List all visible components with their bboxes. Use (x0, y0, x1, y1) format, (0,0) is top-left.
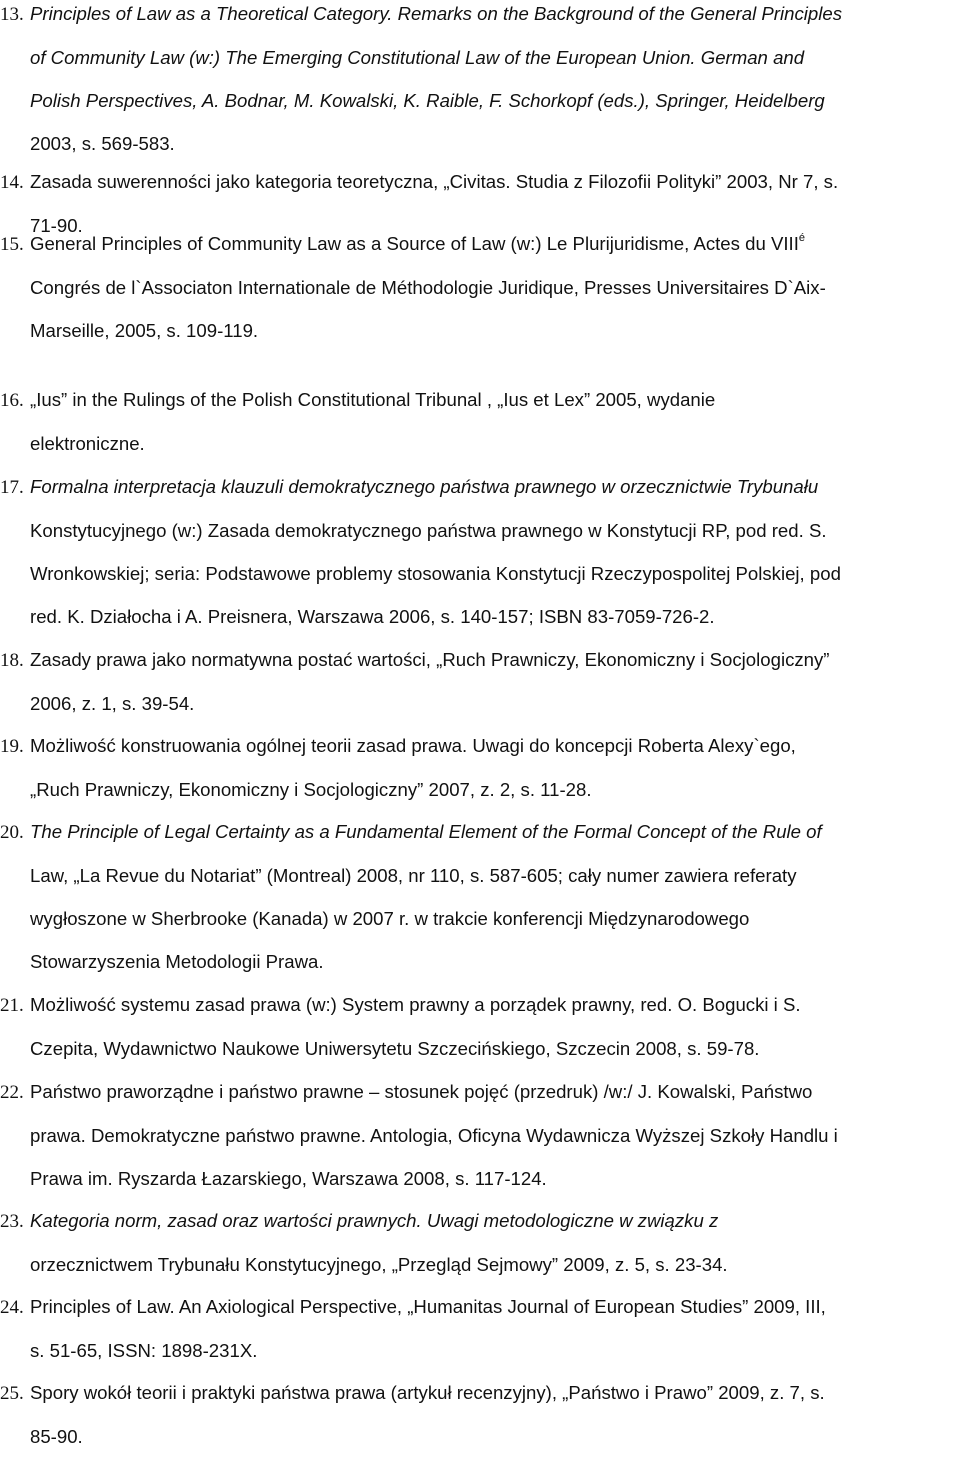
entry-line: Konstytucyjnego (w:) Zasada demokratycznego państwa prawnego w Konstytucji RP, pod red. S. (30, 520, 827, 541)
entry-number: 21. (0, 995, 24, 1016)
bibliography-entry-24 (0, 1285, 954, 1372)
entry-line: Wronkowskiej; seria: Podstawowe problemy stosowania Konstytucji Rzeczypospolitej Polskiej, pod (30, 563, 841, 584)
entry-line: „Ruch Prawniczy, Ekonomiczny i Socjologiczny” 2007, z. 2, s. 11-28. (30, 779, 592, 800)
entry-line: Principles of Law as a Theoretical Category. Remarks on the Background of the General Principles (30, 3, 842, 24)
entry-line: of Community Law (w:) The Emerging Constitutional Law of the European Union. German and (30, 47, 805, 68)
bibliography-entry-21 (0, 983, 954, 1070)
entry-number: 16. (0, 390, 24, 411)
entry-number: 19. (0, 736, 24, 757)
bibliography-entry-25 (0, 1371, 954, 1458)
entry-line: orzecznictwem Trybunału Konstytucyjnego, „Przegląd Sejmowy” 2009, z. 5, s. 23-34. (30, 1254, 728, 1275)
entry-number: 23. (0, 1211, 24, 1232)
entry-line: General Principles of Community Law as a Source of Law (w:) Le Plurijuridisme, Actes du VIII (30, 233, 799, 254)
entry-line: 2003, s. 569-583. (30, 133, 175, 154)
entry-line: Law, „La Revue du Notariat” (Montreal) 2008, nr 110, s. 587-605; cały numer zawiera referaty (30, 865, 797, 886)
entry-line: Polish Perspectives, A. Bodnar, M. Kowalski, K. Raible, F. Schorkopf (eds.), Springer, Heidelberg (30, 90, 825, 111)
entry-line: Spory wokół teorii i praktyki państwa prawa (artykuł recenzyjny), „Państwo i Prawo” 2009, z. 7, s. (30, 1382, 825, 1403)
entry-line: Stowarzyszenia Metodologii Prawa. (30, 951, 324, 972)
bibliography-entry-15 (0, 222, 954, 352)
entry-line: s. 51-65, ISSN: 1898-231X. (30, 1340, 258, 1361)
entry-number: 24. (0, 1297, 24, 1318)
entry-line: 71-90. (30, 215, 83, 236)
bibliography-entry-13 (0, 0, 954, 165)
entry-line: red. K. Działocha i A. Preisnera, Warszawa 2006, s. 140-157; ISBN 83-7059-726-2. (30, 606, 715, 627)
entry-line: elektroniczne. (30, 433, 145, 454)
entry-line: Congrés de l`Associaton Internationale de Méthodologie Juridique, Presses Universitaires D`Aix- (30, 277, 826, 298)
superscript-mark: é (798, 232, 805, 244)
entry-line: wygłoszone w Sherbrooke (Kanada) w 2007 r. w trakcie konferencji Międzynarodowego (30, 908, 750, 929)
entry-number: 22. (0, 1082, 24, 1103)
entry-number: 13. (0, 4, 24, 25)
entry-line: 85-90. (30, 1426, 83, 1447)
entry-number: 17. (0, 477, 24, 498)
entry-line: Zasady prawa jako normatywna postać wartości, „Ruch Prawniczy, Ekonomiczny i Socjologiczny” (30, 649, 830, 670)
entry-line: Państwo praworządne i państwo prawne – stosunek pojęć (przedruk) /w:/ J. Kowalski, Państwo (30, 1081, 813, 1102)
entry-number: 20. (0, 822, 24, 843)
bibliography-entry-16 (0, 378, 954, 465)
entry-line: Prawa im. Ryszarda Łazarskiego, Warszawa 2008, s. 117-124. (30, 1168, 547, 1189)
entry-line: Formalna interpretacja klauzuli demokratycznego państwa prawnego w orzecznictwie Trybunału (30, 476, 819, 497)
entry-line: Czepita, Wydawnictwo Naukowe Uniwersytetu Szczecińskiego, Szczecin 2008, s. 59-78. (30, 1038, 760, 1059)
entry-line: prawa. Demokratyczne państwo prawne. Antologia, Oficyna Wydawnicza Wyższej Szkoły Handlu i (30, 1125, 838, 1146)
entry-number: 18. (0, 650, 24, 671)
bibliography-entry-18 (0, 638, 954, 725)
entry-line: Możliwość konstruowania ogólnej teorii zasad prawa. Uwagi do koncepcji Roberta Alexy`ego, (30, 735, 796, 756)
entry-line: „Ius” in the Rulings of the Polish Constitutional Tribunal , „Ius et Lex” 2005, wydanie (30, 389, 716, 410)
bibliography-entry-23 (0, 1199, 954, 1286)
bibliography-entry-17 (0, 465, 954, 638)
entry-number: 15. (0, 234, 24, 255)
entry-line: Kategoria norm, zasad oraz wartości prawnych. Uwagi metodologiczne w związku z (30, 1210, 719, 1231)
bibliography-entry-20 (0, 810, 954, 983)
entry-line: 2006, z. 1, s. 39-54. (30, 693, 195, 714)
entry-line: Principles of Law. An Axiological Perspective, „Humanitas Journal of European Studies” 2009, III, (30, 1296, 826, 1317)
entry-number: 25. (0, 1383, 24, 1404)
entry-line: Możliwość systemu zasad prawa (w:) System prawny a porządek prawny, red. O. Bogucki i S. (30, 994, 801, 1015)
entry-line: Zasada suwerenności jako kategoria teoretyczna, „Civitas. Studia z Filozofii Polityki” 2003, Nr 7, s. (30, 171, 839, 192)
entry-number: 14. (0, 172, 24, 193)
entry-line: Marseille, 2005, s. 109-119. (30, 320, 259, 341)
bibliography-entry-22 (0, 1070, 954, 1200)
bibliography-entry-19 (0, 724, 954, 811)
entry-line: The Principle of Legal Certainty as a Fundamental Element of the Formal Concept of the Rule of (30, 821, 822, 842)
